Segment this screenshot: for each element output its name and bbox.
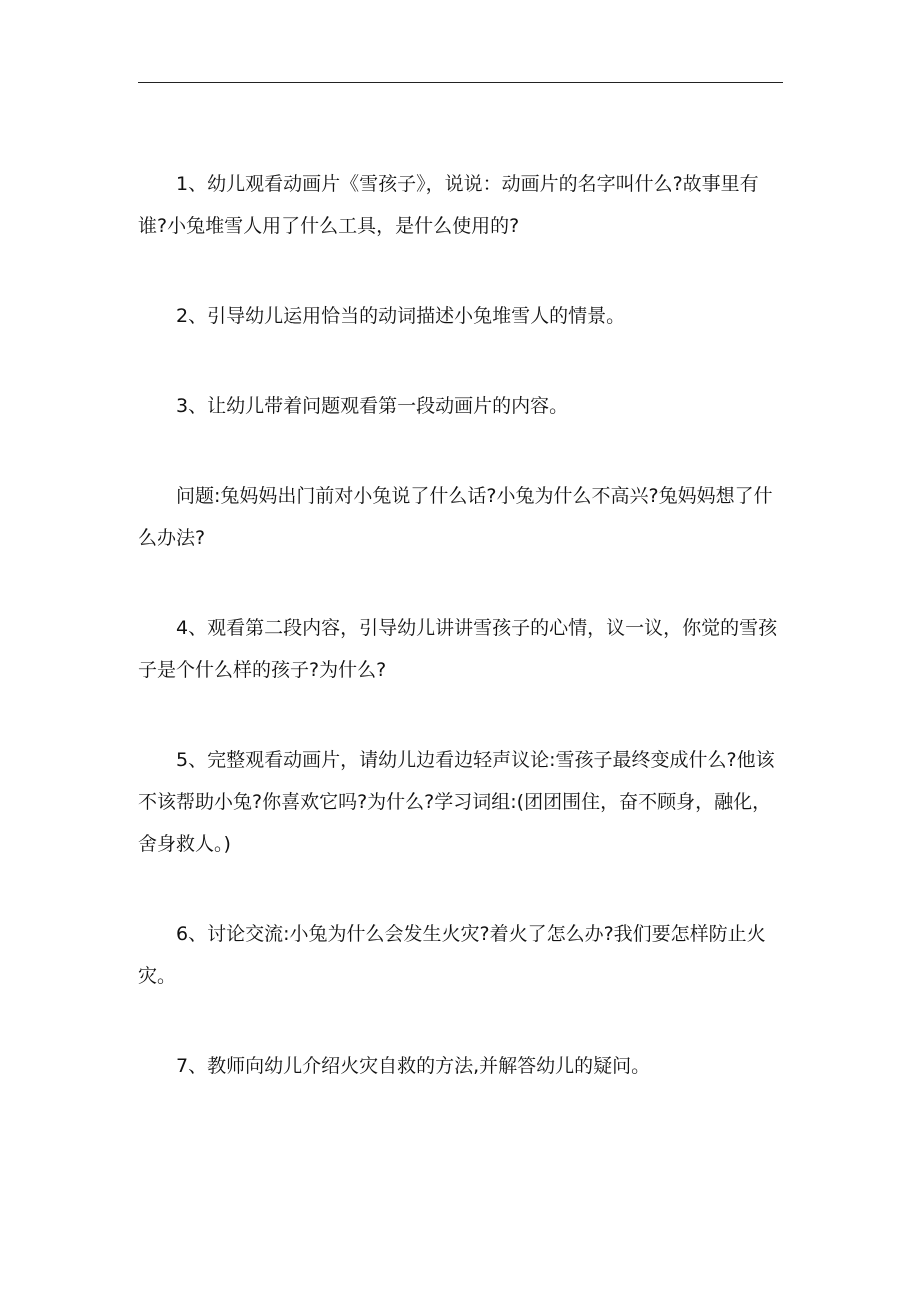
paragraph-step-3: 3、让幼儿带着问题观看第一段动画片的内容。 [176,395,569,417]
paragraph-step-4: 4、观看第二段内容，引导幼儿讲讲雪孩子的心情，议一议，你觉的雪孩子是个什么样的孩子?为什么? [138,617,778,681]
paragraph-step-1: 1、幼儿观看动画片《雪孩子》，说说：动画片的名字叫什么?故事里有谁?小兔堆雪人用了什么工具，是什么使用的? [138,173,759,237]
paragraph-step-6: 6、讨论交流:小兔为什么会发生火灾?着火了怎么办?我们要怎样防止火灾。 [138,923,766,987]
paragraph-step-7: 7、教师向幼儿介绍火灾自救的方法,并解答幼儿的疑问。 [176,1055,651,1077]
header-rule [138,82,783,83]
paragraph-question: 问题:兔妈妈出门前对小兔说了什么话?小兔为什么不高兴?兔妈妈想了什么办法? [138,485,773,549]
paragraph-step-5: 5、完整观看动画片，请幼儿边看边轻声议论:雪孩子最终变成什么?他该不该帮助小兔?你喜欢它吗?为什么?学习词组:(团团围住，奋不顾身，融化，舍身救人。) [138,749,775,855]
paragraph-step-2: 2、引导幼儿运用恰当的动词描述小兔堆雪人的情景。 [176,305,626,327]
document-body [138,163,784,1087]
